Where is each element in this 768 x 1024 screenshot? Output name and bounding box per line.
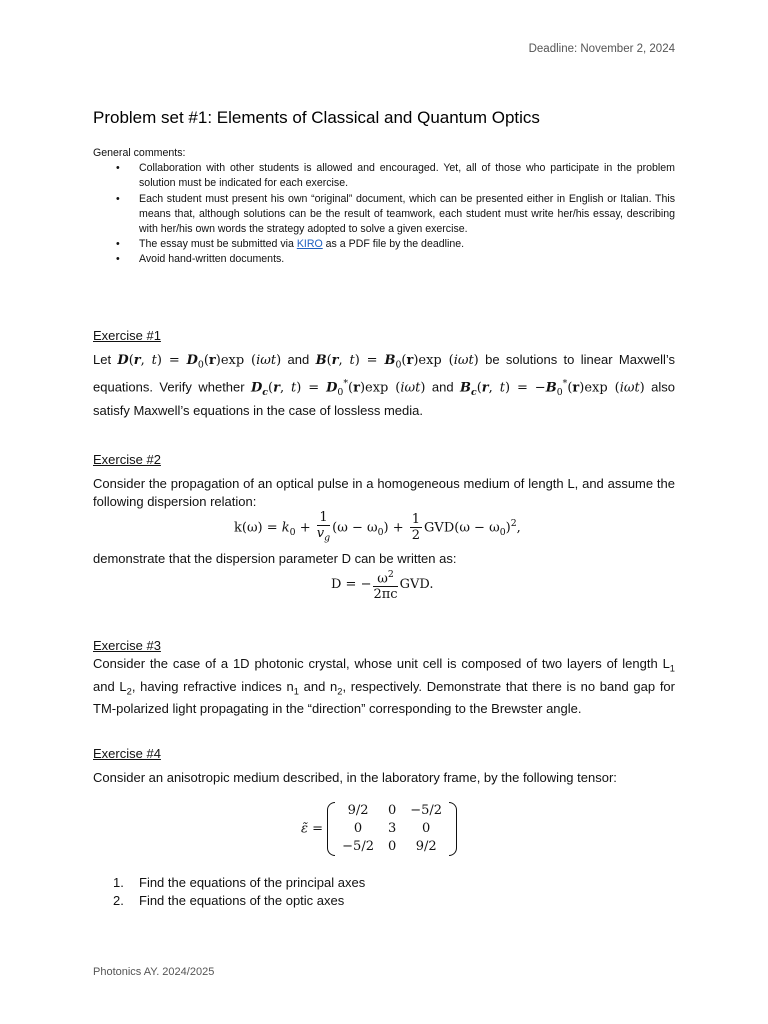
exercise-4-tasks: [113, 874, 365, 910]
tensor-equation: ε̃ = 9/2 0 −5/2 0 3 0 −5/2 0 9/2: [301, 802, 457, 856]
list-item: • Each student must present his own “original” document, which can be presented either in English or Italian. This means that, although solutions can be the result of teamwork, each student must write her/his essay, describing with her/his own words the strategy adopted to solve a given exercise.: [93, 192, 675, 238]
exercise-4: [93, 745, 675, 787]
exercise-1-title: Exercise #1: [93, 328, 161, 343]
exercise-3-text: Consider the case of a 1D photonic crystal, whose unit cell is composed of two layers of length $L_1$ and $L_2$, having refractive indices $n_1$ and $n_2$, respectively. Demonstrate that there is no band gap for TM-polarized light propagating in the “direction” corresponding to the Brewster angle.: [93, 656, 675, 717]
page-title: Problem set #1: Elements of Classical and Quantum Optics: [93, 108, 540, 127]
submit-text-after: as a PDF file by the deadline.: [322, 238, 465, 251]
dispersion-relation-equation: $k(\omega) = k_0$ + $\frac{1}{v_g}$ $(\omega - \omega_0)$ + $\frac{1}{2}$ $GVD(\omega - \omega_0)^2$,: [234, 510, 521, 544]
exercise-2-intro: Consider the propagation of an optical pulse in a homogeneous medium of length L, and assume the following dispersion relation:: [93, 476, 675, 509]
page-footer: Photonics AY. 2024/2025: [93, 966, 215, 978]
exercise-1-text: Let D(r, $t) = D_0(r)\exp$ (iωt) and B(r, $t) = B_0(r)\exp$ (iωt) be solutions to linear Maxwell’s equations. Verify whether $D_c(r$, $t) = D_0^*(r)\exp$ (iωt) and $B_c(r$, $t) = -B_0^*(r)\exp$ (iωt) also satisfy Maxwell’s equations in the case of lossless media.: [93, 352, 676, 418]
general-comments: [93, 146, 675, 268]
list-item: 1. Find the equations of the principal axes: [113, 875, 366, 890]
list-item: [93, 237, 675, 252]
comments-list: [93, 161, 675, 267]
exercise-2-middle: demonstrate that the dispersion parameter D can be written as:: [93, 551, 457, 566]
list-item: 2. Find the equations of the optic axes: [113, 893, 345, 908]
gvd-end: GVD.: [399, 577, 434, 593]
document-page: [93, 0, 675, 1024]
list-item: • Avoid hand-written documents.: [93, 252, 675, 267]
gvd-term: GVD(ω − ω: [424, 520, 500, 536]
general-comments-heading: General comments:: [93, 147, 186, 159]
exercise-1: [93, 327, 675, 420]
exercise-4-intro: Consider an anisotropic medium described, in the laboratory frame, by the following tensor:: [93, 770, 617, 785]
kiro-link[interactable]: KIRO: [296, 238, 323, 251]
epsilon-symbol: ε̃: [301, 821, 308, 837]
exercise-2: [93, 451, 675, 511]
list-item: • Collaboration with other students is allowed and encouraged. Yet, all of those who participate in the problem solution must be indicated for each exercise.: [93, 161, 675, 191]
tensor-matrix: 9/2 0 −5/2 0 3 0 −5/2 0 9/2: [327, 802, 457, 856]
exercise-3-title: Exercise #3: [93, 638, 161, 653]
exercise-4-title: Exercise #4: [93, 746, 161, 761]
submit-text-before: The essay must be submitted via: [139, 238, 297, 251]
exercise-2-title: Exercise #2: [93, 452, 161, 467]
dispersion-parameter-equation: D = − $\frac{\omega^2}{2\pi c}$ GVD.: [331, 569, 434, 603]
exercise-3: [93, 637, 675, 718]
deadline-text: Deadline: November 2, 2024: [528, 43, 675, 55]
